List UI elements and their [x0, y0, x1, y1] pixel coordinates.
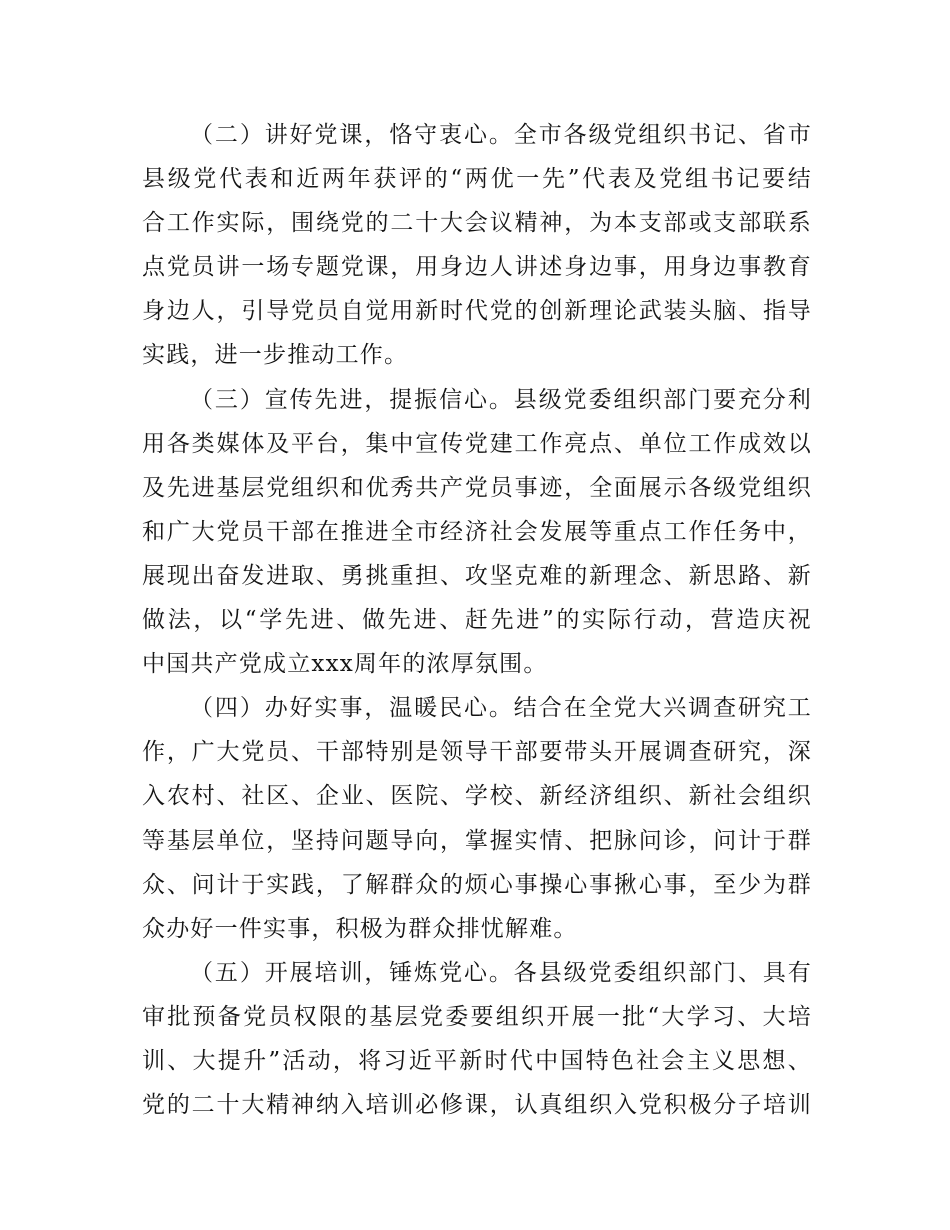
text-line: 作，广大党员、干部特别是领导干部要带头开展调查研究，深 [142, 739, 812, 766]
text-line: （二）讲好党课，恪守衷心。全市各级党组织书记、省市 [190, 122, 812, 148]
text-line: 和广大党员干部在推进全市经济社会发展等重点工作任务中， [142, 518, 812, 545]
text-line: 训、大提升”活动，将习近平新时代中国特色社会主义思想、 [142, 1047, 812, 1074]
text-line: 做法，以“学先进、做先进、赶先进”的实际行动，营造庆祝 [142, 607, 812, 634]
text-line: 合工作实际，围绕党的二十大会议精神，为本支部或支部联系 [142, 210, 812, 237]
text-line: 入农村、社区、企业、医院、学校、新经济组织、新社会组织 [142, 783, 812, 810]
text-line: 中国共产党成立xxx周年的浓厚氛围。 [142, 651, 548, 678]
paragraph-2 [142, 113, 812, 378]
text-line: 身边人，引导党员自觉用新时代党的创新理论武装头脑、指导 [142, 298, 812, 325]
text-line: 点党员讲一场专题党课，用身边人讲述身边事，用身边事教育 [142, 254, 812, 281]
paragraph-4 [142, 686, 812, 951]
text-line: 审批预备党员权限的基层党委要组织开展一批“大学习、大培 [142, 1003, 812, 1030]
paragraph-3 [142, 378, 812, 687]
text-line: 实践，进一步推动工作。 [142, 342, 409, 369]
text-line: （三）宣传先进，提振信心。县级党委组织部门要充分利 [190, 386, 812, 413]
text-line: 及先进基层党组织和优秀共产党员事迹，全面展示各级党组织 [142, 474, 812, 501]
text-line: 众办好一件实事，积极为群众排忧解难。 [142, 915, 578, 942]
text-line: 等基层单位，坚持问题导向，掌握实情、把脉问诊，问计于群 [142, 827, 812, 854]
text-line: （五）开展培训，锤炼党心。各县级党委组织部门、具有 [190, 959, 812, 986]
text-line: （四）办好实事，温暖民心。结合在全党大兴调查研究工 [190, 695, 812, 722]
text-line: 党的二十大精神纳入培训必修课，认真组织入党积极分子培训 [142, 1092, 812, 1119]
text-line: 县级党代表和近两年获评的“两优一先”代表及党组书记要结 [142, 166, 812, 193]
text-line: 用各类媒体及平台，集中宣传党建工作亮点、单位工作成效以 [142, 430, 812, 457]
paragraph-5 [142, 951, 812, 1127]
text-line: 展现出奋发进取、勇挑重担、攻坚克难的新理念、新思路、新 [142, 562, 812, 589]
text-line: 众、问计于实践，了解群众的烦心事操心事揪心事，至少为群 [142, 871, 812, 898]
document-body [142, 113, 812, 1127]
